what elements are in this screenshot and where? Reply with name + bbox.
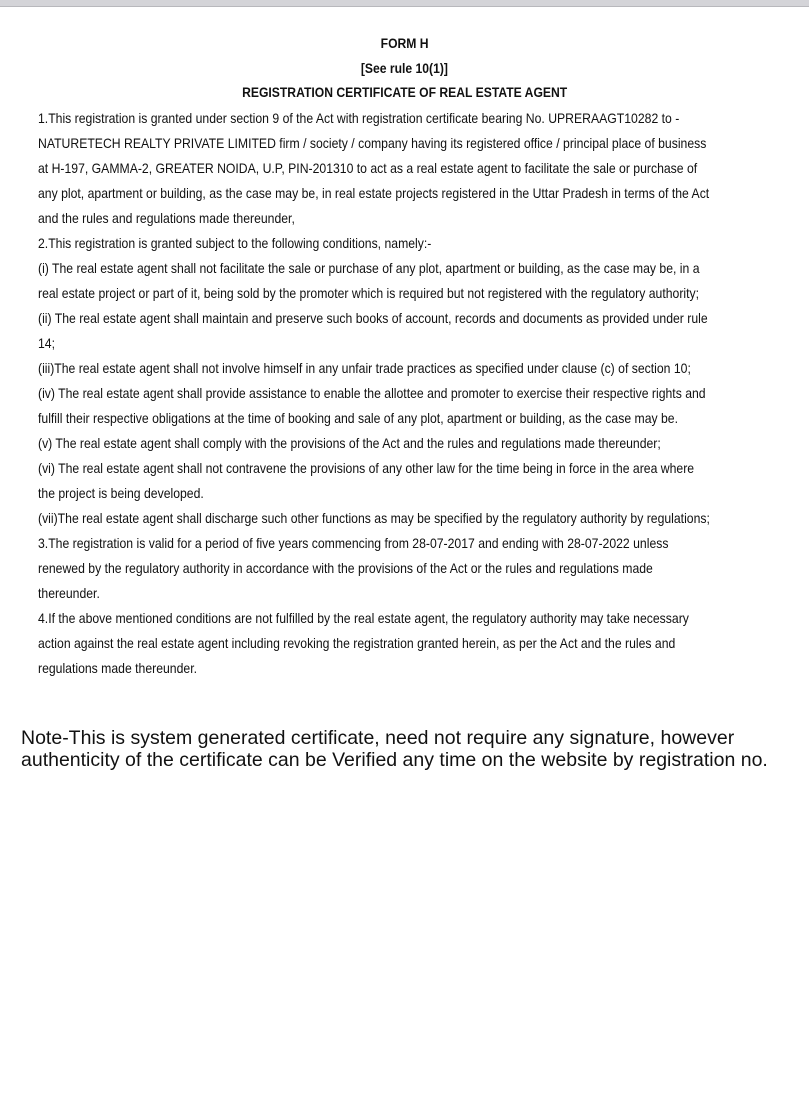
body-line: 14; — [38, 335, 55, 351]
body-line: 2.This registration is granted subject to the following conditions, namely:- — [38, 235, 432, 251]
body-line: renewed by the regulatory authority in accordance with the provisions of the Act or the rules and regulations made — [38, 560, 653, 576]
body-line: NATURETECH REALTY PRIVATE LIMITED firm / society / company having its registered office / principal place of business — [38, 135, 707, 151]
certificate-title — [0, 85, 809, 100]
body-line: thereunder. — [38, 585, 100, 601]
body-line: (ii) The real estate agent shall maintain and preserve such books of account, records and documents as provided under rule — [38, 310, 708, 326]
body-line: 4.If the above mentioned conditions are not fulfilled by the real estate agent, the regulatory authority may take necessary — [38, 610, 689, 626]
certificate-title-text: REGISTRATION CERTIFICATE OF REAL ESTATE AGENT — [241, 85, 568, 100]
body-line: any plot, apartment or building, as the case may be, in real estate projects registered in the Uttar Pradesh in terms of the Act — [38, 185, 710, 201]
form-label-text: FORM H — [380, 36, 429, 51]
body-line: (vi) The real estate agent shall not contravene the provisions of any other law for the time being in force in the area where — [38, 460, 695, 476]
body-line: real estate project or part of it, being sold by the promoter which is required but not registered with the regulatory authority; — [38, 285, 700, 301]
body-line: 1.This registration is granted under section 9 of the Act with registration certificate bearing No. UPRERAAGT10282 to - — [38, 110, 680, 126]
body-line: at H-197, GAMMA-2, GREATER NOIDA, U.P, PIN-201310 to act as a real estate agent to facilitate the sale or purchase of — [38, 160, 698, 176]
rule-reference — [0, 61, 809, 76]
rule-reference-text: [See rule 10(1)] — [360, 61, 449, 76]
body-line: the project is being developed. — [38, 485, 204, 501]
body-line: action against the real estate agent including revoking the registration granted herein, as per the Act and the rules and — [38, 635, 676, 651]
body-line: (v) The real estate agent shall comply with the provisions of the Act and the rules and regulations made thereunder; — [38, 435, 661, 451]
body-line: (vii)The real estate agent shall discharge such other functions as may be specified by the regulatory authority by regulations; — [38, 510, 710, 526]
body-line: (i) The real estate agent shall not facilitate the sale or purchase of any plot, apartment or building, as the case may be, in a — [38, 260, 700, 276]
body-line: 3.The registration is valid for a period of five years commencing from 28-07-2017 and ending with 28-07-2022 unless — [38, 535, 669, 551]
body-line: fulfill their respective obligations at the time of booking and sale of any plot, apartment or building, as the case may be. — [38, 410, 678, 426]
system-note: Note-This is system generated certificate, need not require any signature, however authenticity of the certificate can be Verified any time on the website by registration no. — [21, 727, 768, 771]
viewer-top-bar — [0, 0, 809, 7]
form-label — [0, 36, 809, 51]
body-line: (iii)The real estate agent shall not involve himself in any unfair trade practices as specified under clause (c) of section 10; — [38, 360, 691, 376]
body-line: (iv) The real estate agent shall provide assistance to enable the allottee and promoter to exercise their respective rights and — [38, 385, 706, 401]
body-line: and the rules and regulations made thereunder, — [38, 210, 295, 226]
body-line: regulations made thereunder. — [38, 660, 197, 676]
certificate-body — [38, 109, 808, 684]
